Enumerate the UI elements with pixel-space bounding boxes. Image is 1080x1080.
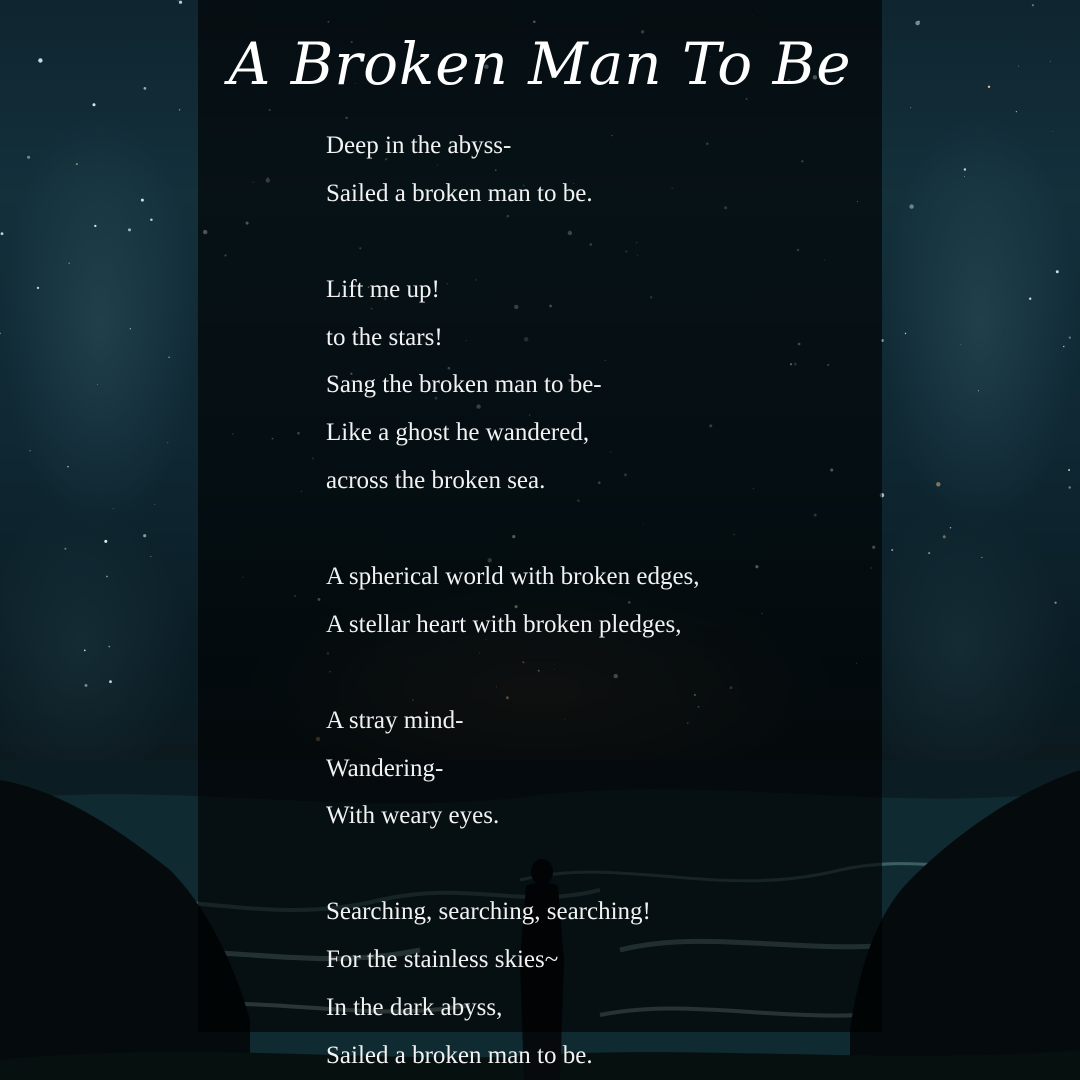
star <box>950 527 951 528</box>
poem-line: In the dark abyss, <box>326 994 503 1022</box>
star <box>1016 111 1017 112</box>
star <box>108 646 110 648</box>
poem-line: to the stars! <box>326 323 443 351</box>
star <box>154 504 155 505</box>
star <box>943 535 946 538</box>
stanza-break <box>326 218 846 266</box>
stanza-break <box>326 649 846 697</box>
star <box>141 199 144 202</box>
star <box>84 650 86 652</box>
star <box>964 176 965 177</box>
poem-line: Sang the broken man to be- <box>326 371 602 399</box>
star <box>97 384 98 385</box>
star <box>964 168 966 170</box>
star <box>113 508 114 509</box>
poem-line: A stray mind- <box>326 706 464 734</box>
star <box>37 287 39 289</box>
poem-line: Deep in the abyss- <box>326 132 512 159</box>
star <box>106 576 108 578</box>
star <box>177 0 178 1</box>
star <box>27 156 30 159</box>
poem-line: Sailed a broken man to be. <box>326 1041 593 1069</box>
poem-line: Like a ghost he wandered, <box>326 419 590 447</box>
star <box>179 1 182 4</box>
stanza-break <box>326 505 846 553</box>
star <box>1052 131 1053 132</box>
star <box>92 103 95 106</box>
star <box>1068 486 1070 488</box>
poem-body <box>326 122 846 1080</box>
star <box>936 482 940 486</box>
star <box>168 357 169 358</box>
star <box>150 219 153 222</box>
star <box>1069 337 1071 339</box>
star <box>179 109 180 110</box>
star <box>29 450 30 451</box>
star <box>104 540 107 543</box>
star <box>910 107 911 108</box>
star <box>64 548 66 550</box>
star <box>1056 270 1059 273</box>
star <box>1055 602 1057 604</box>
poem-line: across the broken sea. <box>326 467 546 495</box>
star <box>94 225 96 227</box>
star <box>928 552 930 554</box>
star <box>128 228 131 231</box>
star <box>960 344 961 345</box>
poem-line: Lift me up! <box>326 275 440 303</box>
star <box>1032 4 1034 6</box>
star <box>981 557 982 558</box>
poem-line: Searching, searching, searching! <box>326 898 651 926</box>
star <box>1068 469 1070 471</box>
poem-line: A stellar heart with broken pledges, <box>326 610 682 638</box>
star <box>909 204 913 208</box>
star <box>150 556 151 557</box>
star <box>0 333 1 335</box>
star <box>67 466 69 468</box>
star <box>143 534 146 537</box>
star <box>915 21 919 25</box>
star <box>1029 298 1031 300</box>
star <box>85 684 88 687</box>
star <box>1 232 4 235</box>
poem-line: With weary eyes. <box>326 802 500 830</box>
star <box>76 163 78 165</box>
star <box>891 549 893 551</box>
poem-line: Wandering- <box>326 754 444 782</box>
star <box>1063 346 1065 348</box>
star <box>167 442 168 443</box>
poem-line: A spherical world with broken edges, <box>326 563 700 591</box>
poem-line: For the stainless skies~ <box>326 946 559 974</box>
poem-line: Sailed a broken man to be. <box>326 179 593 207</box>
star <box>905 333 906 334</box>
poem-title: A Broken Man To Be <box>228 30 852 98</box>
star <box>109 680 112 683</box>
star <box>130 328 131 329</box>
stanza-break <box>326 840 846 888</box>
star <box>68 262 70 264</box>
star <box>978 390 979 391</box>
